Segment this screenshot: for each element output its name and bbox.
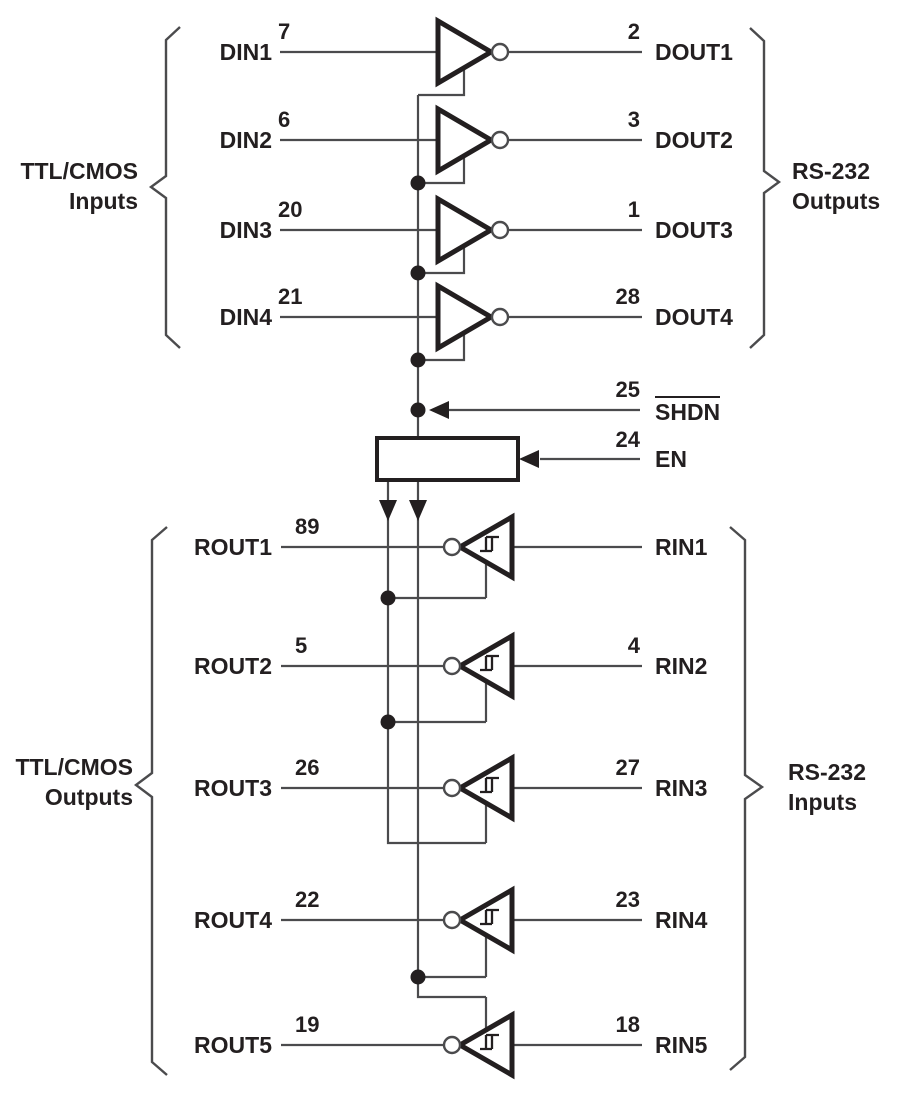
group-label-line: RS-232 xyxy=(792,158,870,184)
ttl-cmos-outputs-brace xyxy=(136,527,167,1075)
signal-label-dout4: DOUT4 xyxy=(655,304,733,330)
pin-number-dout4: 28 xyxy=(615,284,640,309)
driver1-buffer xyxy=(438,21,508,83)
driver2-buffer xyxy=(438,109,508,171)
group-label-rs232-outputs xyxy=(792,156,880,216)
junction-dot xyxy=(381,591,396,606)
group-label-ttl-cmos-outputs xyxy=(3,752,133,812)
inverter-bubble-icon xyxy=(492,44,508,60)
junction-dot xyxy=(381,715,396,730)
pin-number-din2: 6 xyxy=(278,107,291,132)
pin-number-dout1: 2 xyxy=(627,19,640,44)
signal-label-rout3: ROUT3 xyxy=(194,775,272,801)
signal-label-dout1: DOUT1 xyxy=(655,39,733,65)
group-label-line: TTL/CMOS xyxy=(20,158,138,184)
signal-label-shdn xyxy=(655,396,720,425)
signal-label-rin3: RIN3 xyxy=(655,775,708,801)
en-arrowhead-icon xyxy=(519,450,539,468)
pin-number-dout2: 3 xyxy=(627,107,640,132)
receiver-enable-bus-right xyxy=(418,480,486,1031)
signal-label-din1: DIN1 xyxy=(219,39,272,65)
inverter-bubble-icon xyxy=(492,309,508,325)
signal-label-rin5: RIN5 xyxy=(655,1032,708,1058)
group-label-line: Outputs xyxy=(44,784,133,810)
group-label-line: Outputs xyxy=(792,188,881,214)
pin-number-rin4: 23 xyxy=(615,887,640,912)
pin-number-rout5: 19 xyxy=(295,1012,320,1037)
pin-number-din3: 20 xyxy=(278,197,303,222)
group-label-line: RS-232 xyxy=(788,759,866,785)
pin-number-dout3: 1 xyxy=(627,197,640,222)
junction-dot xyxy=(411,266,426,281)
pin-number-rout4: 22 xyxy=(295,887,320,912)
junction-dot xyxy=(411,970,426,985)
pin-number-rout1: 89 xyxy=(295,514,320,539)
group-label-rs232-inputs xyxy=(788,757,866,817)
signal-label-rin4: RIN4 xyxy=(655,907,708,933)
group-label-line: TTL/CMOS xyxy=(15,754,133,780)
pin-number-rin3: 27 xyxy=(615,755,640,780)
pin-number-rout2: 5 xyxy=(295,633,308,658)
enable-logic-box xyxy=(377,438,518,480)
junction-dot xyxy=(411,353,426,368)
inverter-bubble-icon xyxy=(444,1037,460,1053)
driver4-buffer xyxy=(438,286,508,348)
signal-label-din2: DIN2 xyxy=(219,127,272,153)
receiver1-enable-wire xyxy=(388,561,486,598)
inverter-bubble-icon xyxy=(444,658,460,674)
inverter-bubble-icon xyxy=(444,912,460,928)
receiver2-buffer xyxy=(444,636,512,696)
signal-label-din4: DIN4 xyxy=(219,304,272,330)
pin-number-din4: 21 xyxy=(278,284,303,309)
receiver4-enable-wire xyxy=(418,934,486,977)
receiver-buffers xyxy=(444,517,512,1075)
signal-label-din3: DIN3 xyxy=(219,217,272,243)
pin-number-rout3: 26 xyxy=(295,755,320,780)
receiver4-buffer xyxy=(444,890,512,950)
signal-label-rout2: ROUT2 xyxy=(194,653,272,679)
group-label-ttl-cmos-inputs xyxy=(8,156,138,216)
ttl-cmos-inputs-brace xyxy=(151,27,180,348)
signal-label-rin2: RIN2 xyxy=(655,653,708,679)
receiver3-buffer xyxy=(444,758,512,818)
signal-label-dout2: DOUT2 xyxy=(655,127,733,153)
signal-label-en: EN xyxy=(655,446,687,472)
pin-number-shdn: 25 xyxy=(615,377,640,402)
receiver1-buffer xyxy=(444,517,512,577)
signal-label-rout5: ROUT5 xyxy=(194,1032,272,1058)
driver3-buffer xyxy=(438,199,508,261)
down-arrowhead-icon xyxy=(409,500,427,521)
pin-number-din1: 7 xyxy=(278,19,291,44)
group-label-line: Inputs xyxy=(788,789,857,815)
signal-label-rin1: RIN1 xyxy=(655,534,708,560)
pin-number-rin2: 4 xyxy=(627,633,640,658)
signal-label-rout4: ROUT4 xyxy=(194,907,272,933)
driver-buffers xyxy=(438,21,508,348)
receiver2-enable-wire xyxy=(388,680,486,722)
rs232-outputs-brace xyxy=(750,28,779,348)
pin-number-rin5: 18 xyxy=(615,1012,640,1037)
junction-dot xyxy=(411,403,426,418)
group-label-line: Inputs xyxy=(69,188,138,214)
inverter-bubble-icon xyxy=(444,780,460,796)
shdn-arrowhead-icon xyxy=(429,401,449,419)
signal-label-dout3: DOUT3 xyxy=(655,217,733,243)
inverter-bubble-icon xyxy=(492,132,508,148)
pin-number-en: 24 xyxy=(615,427,640,452)
down-arrowhead-icon xyxy=(379,500,397,521)
rs232-inputs-brace xyxy=(730,527,762,1070)
signal-label-rout1: ROUT1 xyxy=(194,534,272,560)
junction-dot xyxy=(411,176,426,191)
inverter-bubble-icon xyxy=(444,539,460,555)
shdn-overline-text: SHDN xyxy=(655,396,720,425)
inverter-bubble-icon xyxy=(492,222,508,238)
receiver5-buffer xyxy=(444,1015,512,1075)
